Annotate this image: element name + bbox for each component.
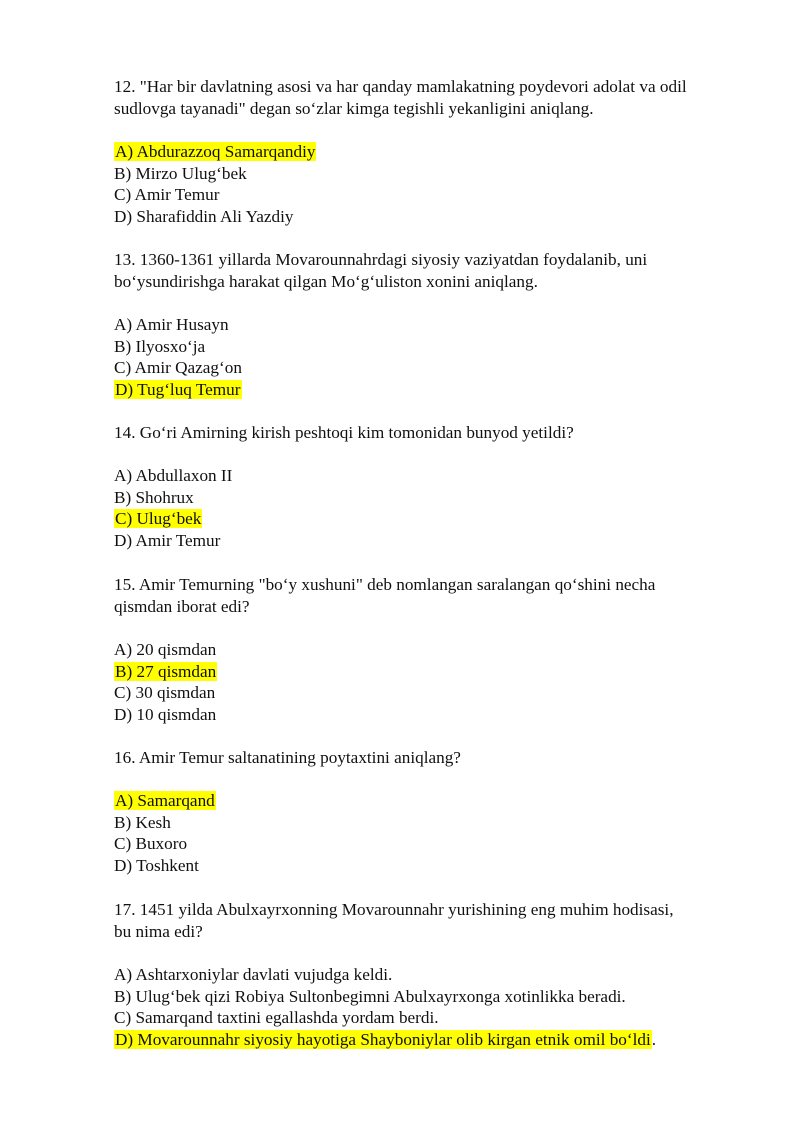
question-text [114,747,754,769]
question-line: qismdan iborat edi? [114,596,250,616]
question-13 [114,249,754,292]
option-c [114,508,754,530]
question-text [114,422,754,444]
highlighted-answer: A) Abdurazzoq Samarqandiy [115,142,316,161]
highlighted-answer: B) 27 qismdan [115,661,217,681]
question-line: sudlovga tayanadi" degan so‘zlar kimga tegishli yekanligini aniqlang. [114,98,594,118]
highlighted-answer: A) Samarqand [115,791,215,810]
options-15 [114,639,754,726]
option-d: D) Sharafiddin Ali Yazdiy [114,207,294,227]
question-16 [114,747,754,769]
option-d [114,1029,754,1051]
question-line: 16. Amir Temur saltanatining poytaxtini aniqlang? [114,748,461,767]
options-12 [114,141,754,228]
option-b: B) Kesh [114,812,171,832]
option-c: C) Buxoro [114,834,188,854]
question-12 [114,76,754,119]
question-line: 14. Go‘ri Amirning kirish peshtoqi kim tomonidan bunyod yetildi? [114,423,574,442]
option-a [114,141,754,163]
option-a [114,790,754,812]
option-d: D) Amir Temur [114,531,221,551]
question-text [114,249,754,292]
option-d [114,379,754,401]
question-17 [114,899,754,942]
question-text [114,899,754,942]
option-c: C) Samarqand taxtini egallashda yordam berdi. [114,1008,439,1028]
question-line: 15. Amir Temurning "bo‘y xushuni" deb nomlangan saralangan qo‘shini necha [114,575,656,594]
highlighted-answer: D) Movarounnahr siyosiy hayotiga Shayboniylar olib kirgan etnik omil bo‘ldi [115,1030,651,1050]
question-line: bu nima edi? [114,921,203,941]
question-line: 17. 1451 yilda Abulxayrxonning Movarounnahr yurishining eng muhim hodisasi, [114,900,674,919]
option-b: B) Ilyosxo‘ja [114,336,206,356]
answer-suffix: . [651,1030,657,1050]
options-13 [114,314,754,401]
options-16 [114,790,754,877]
option-d: D) 10 qismdan [114,705,217,725]
question-line: bo‘ysundirishga harakat qilgan Mo‘g‘uliston xonini aniqlang. [114,271,538,291]
question-text [114,76,754,119]
question-line: 12. "Har bir davlatning asosi va har qanday mamlakatning poydevori adolat va odil [114,77,687,96]
question-15 [114,574,754,617]
option-c: C) 30 qismdan [114,683,216,703]
question-line: 13. 1360-1361 yillarda Movarounnahrdagi siyosiy vaziyatdan foydalanib, uni [114,250,648,269]
option-b: B) Ulug‘bek qizi Robiya Sultonbegimni Abulxayrxonga xotinlikka beradi. [114,986,626,1006]
option-b: B) Shohrux [114,487,194,507]
option-d: D) Toshkent [114,856,199,876]
option-c: C) Amir Qazag‘on [114,358,242,378]
question-text [114,574,754,617]
options-17 [114,964,754,1051]
option-b [114,661,754,683]
highlighted-answer: C) Ulug‘bek [115,509,202,529]
option-c: C) Amir Temur [114,185,220,205]
option-a: A) 20 qismdan [114,640,217,659]
question-14 [114,422,754,444]
option-a: A) Abdullaxon II [114,466,233,485]
option-b: B) Mirzo Ulug‘bek [114,163,247,183]
highlighted-answer: D) Tug‘luq Temur [115,380,241,400]
option-a: A) Amir Husayn [114,315,229,334]
option-a: A) Ashtarxoniylar davlati vujudga keldi. [114,965,393,984]
options-14 [114,465,754,552]
